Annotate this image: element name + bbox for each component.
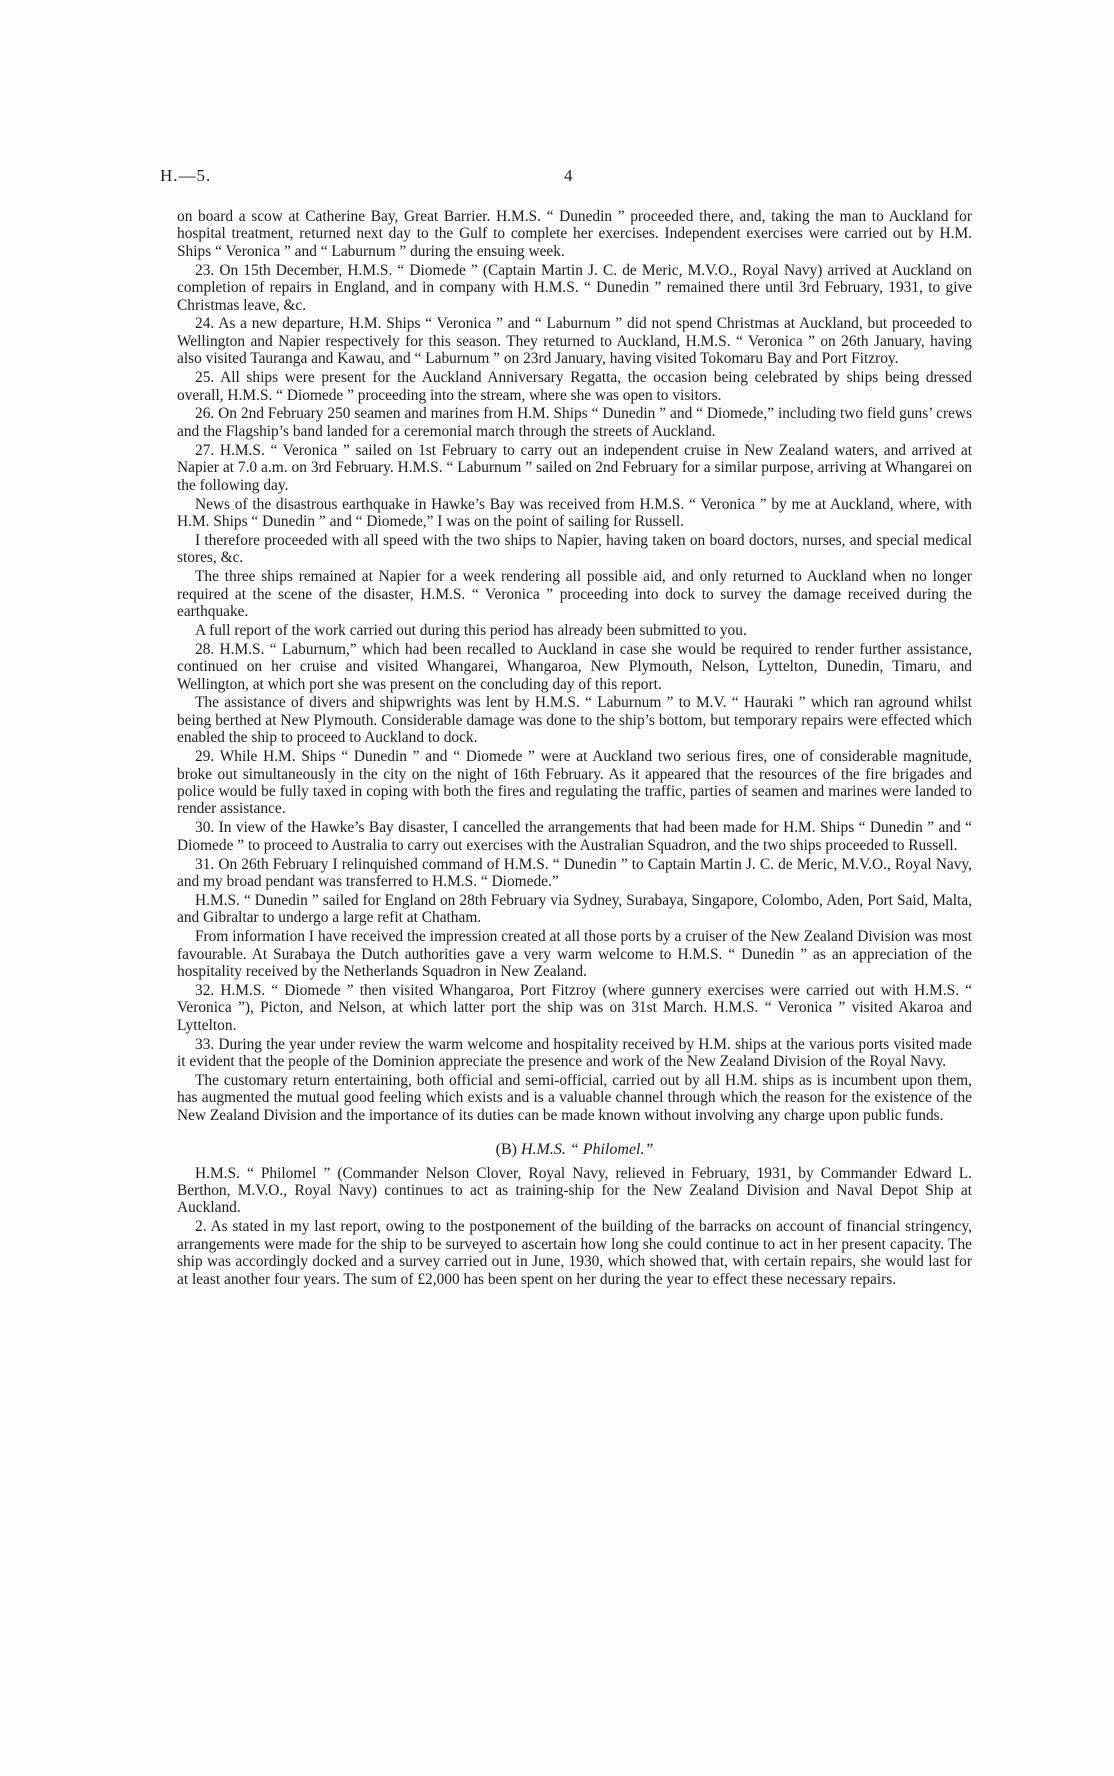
paragraph: 23. On 15th December, H.M.S. “ Diomede ” (Captain Martin J. C. de Meric, M.V.O., Royal Navy) arrived at Auckland on completion of repairs in England, and in company with H.M.S. “ Dunedin ” remained there until 3rd February, 1931, to give Christmas leave, &c.: [177, 261, 972, 314]
document-body: [177, 208, 972, 1289]
paragraph: A full report of the work carried out during this period has already been submitted to you.: [195, 621, 747, 639]
paragraph: 28. H.M.S. “ Laburnum,” which had been recalled to Auckland in case she would be required to render further assistance, continued on her cruise and visited Whangarei, Whangaroa, New Plymouth, Nelson, Lyttelton, Dunedin, Timaru, and Wellington, at which port she was present on the concluding day of this report.: [177, 640, 972, 693]
document-code: H.—5.: [160, 166, 212, 185]
paragraph: 30. In view of the Hawke’s Bay disaster, I cancelled the arrangements that had been made for H.M. Ships “ Dunedin ” and “ Diomede ” to proceed to Australia to carry out exercises with the Australian Squadron, and the two ships proceeded to Russell.: [177, 819, 972, 854]
paragraph: 25. All ships were present for the Auckland Anniversary Regatta, the occasion being celebrated by ships being dressed overall, H.M.S. “ Diomede ” proceeding into the stream, where she was open to visitors.: [177, 369, 972, 404]
paragraph: H.M.S. “ Dunedin ” sailed for England on 28th February via Sydney, Surabaya, Singapore, Colombo, Aden, Port Said, Malta, and Gibraltar to undergo a large refit at Chatham.: [177, 891, 972, 927]
paragraph: 31. On 26th February I relinquished command of H.M.S. “ Dunedin ” to Captain Martin J. C. de Meric, M.V.O., Royal Navy, and my broad pendant was transferred to H.M.S. “ Diomede.”: [177, 855, 972, 891]
paragraph: 27. H.M.S. “ Veronica ” sailed on 1st February to carry out an independent cruise in New Zealand waters, and arrived at Napier at 7.0 a.m. on 3rd February. H.M.S. “ Laburnum ” sailed on 2nd February for a similar purpose, arriving at Whangarei on the following day.: [177, 441, 972, 494]
paragraph: The three ships remained at Napier for a week rendering all possible aid, and only returned to Auckland when no longer required at the scene of the disaster, H.M.S. “ Veronica ” proceeding into dock to survey the damage received during the earthquake.: [177, 568, 972, 620]
section-heading: [177, 1141, 972, 1158]
paragraph: 29. While H.M. Ships “ Dunedin ” and “ Diomede ” were at Auckland two serious fires, one of considerable magnitude, broke out simultaneously in the city on the night of 16th February. As it appeared that the resources of the fire brigades and police would be fully taxed in coping with both the fires and regulating the traffic, parties of seamen and marines were landed to render assistance.: [177, 748, 972, 818]
paragraph: The assistance of divers and shipwrights was lent by H.M.S. “ Laburnum ” to M.V. “ Hauraki ” which ran aground whilst being berthed at New Plymouth. Considerable damage was done to the ship’s bottom, but temporary repairs were effected which enabled the ship to proceed to Auckland to dock.: [177, 694, 972, 747]
paragraph: The customary return entertaining, both official and semi-official, carried out by all H.M. ships as is incumbent upon them, has augmented the mutual good feeling which exists and is a valuable channel through which the reason for the existence of the New Zealand Division and the importance of its duties can be made known without involving any charge upon public funds.: [177, 1072, 972, 1124]
paragraph: 26. On 2nd February 250 seamen and marines from H.M. Ships “ Dunedin ” and “ Diomede,” including two field guns’ crews and the Flagship’s band landed for a ceremonial march through the streets of Auckland.: [177, 405, 972, 440]
page-header: [160, 166, 960, 190]
paragraph: News of the disastrous earthquake in Hawke’s Bay was received from H.M.S. “ Veronica ” by me at Auckland, where, with H.M. Ships “ Dunedin ” and “ Diomede,” I was on the point of sailing for Russell.: [177, 495, 972, 530]
section-title: H.M.S. “ Philomel.”: [520, 1141, 654, 1159]
paragraph: I therefore proceeded with all speed with the two ships to Napier, having taken on board doctors, nurses, and special medical stores, &c.: [177, 531, 972, 567]
section-prefix: (B): [495, 1141, 521, 1159]
paragraph: on board a scow at Catherine Bay, Great Barrier. H.M.S. “ Dunedin ” proceeded there, and, taking the man to Auckland for hospital treatment, returned next day to the Gulf to complete her exercises. Independent exercises were carried out by H.M. Ships “ Veronica ” and “ Laburnum ” during the ensuing week.: [177, 208, 972, 260]
paragraph: 33. During the year under review the warm welcome and hospitality received by H.M. ships at the various ports visited made it evident that the people of the Dominion appreciate the presence and work of the New Zealand Division of the Royal Navy.: [177, 1035, 972, 1071]
paragraph: H.M.S. “ Philomel ” (Commander Nelson Clover, Royal Navy, relieved in February, 1931, by Commander Edward L. Berthon, M.V.O., Royal Navy) continues to act as training-ship for the New Zealand Division and Naval Depot Ship at Auckland.: [177, 1164, 972, 1217]
paragraph: 24. As a new departure, H.M. Ships “ Veronica ” and “ Laburnum ” did not spend Christmas at Auckland, but proceeded to Wellington and Napier respectively for this season. They returned to Auckland, H.M.S. “ Veronica ” on 26th January, having also visited Tauranga and Kawau, and “ Laburnum ” on 23rd January, having visited Tokomaru Bay and Port Fitzroy.: [177, 315, 972, 368]
paragraph: 2. As stated in my last report, owing to the postponement of the building of the barracks on account of financial stringency, arrangements were made for the ship to be surveyed to ascertain how long she could continue to act in her present capacity. The ship was accordingly docked and a survey carried out in June, 1930, which showed that, with certain repairs, she would last for at least another four years. The sum of £2,000 has been spent on her during the year to effect these necessary repairs.: [177, 1218, 972, 1288]
paragraph: From information I have received the impression created at all those ports by a cruiser of the New Zealand Division was most favourable. At Surabaya the Dutch authorities gave a very warm welcome to H.M.S. “ Dunedin ” as an appreciation of the hospitality received by the Netherlands Squadron in New Zealand.: [177, 928, 972, 981]
paragraph: 32. H.M.S. “ Diomede ” then visited Whangaroa, Port Fitzroy (where gunnery exercises were carried out with H.M.S. “ Veronica ”), Picton, and Nelson, at which latter port the ship was on 31st March. H.M.S. “ Veronica ” visited Akaroa and Lyttelton.: [177, 981, 972, 1034]
page-number: 4: [564, 166, 574, 185]
